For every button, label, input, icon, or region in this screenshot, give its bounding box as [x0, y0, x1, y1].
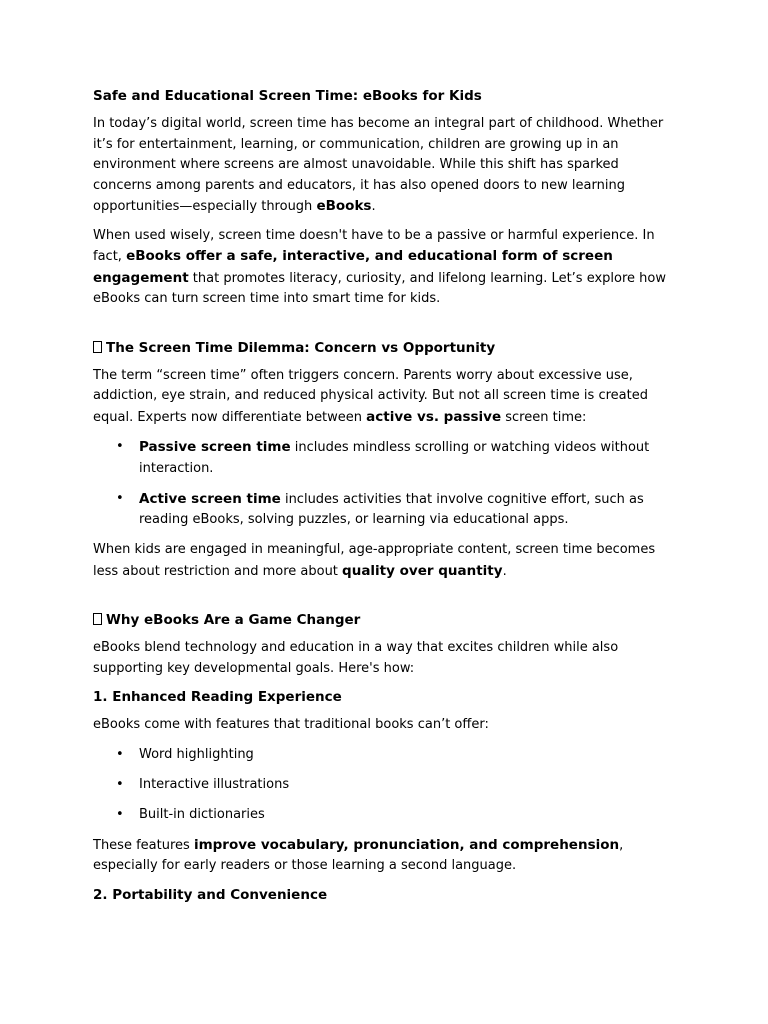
- section1-p2-text: When kids are engaged in meaningful, age-appropriate content, screen time becomes less about restriction and more about: [93, 542, 656, 579]
- ebook-features-list: [93, 745, 675, 826]
- subsection1-p-end: , especially for early readers or those learning a second language.: [93, 837, 624, 873]
- list-item-bold: Passive screen time: [139, 439, 291, 455]
- intro-p2-end: that promotes literacy, curiosity, and lifelong learning. Let’s explore how eBooks can turn screen time into smart time for kids.: [93, 270, 667, 306]
- section1-paragraph-2: [93, 540, 675, 582]
- intro-paragraph-2: [93, 226, 675, 310]
- list-item: [139, 437, 675, 479]
- intro-p1-bold: eBooks: [316, 198, 372, 214]
- missing-glyph-icon: [93, 613, 102, 625]
- list-item-text: includes activities that involve cognitive effort, such as reading eBooks, solving puzzles, or learning via educational apps.: [139, 491, 644, 527]
- document-title: Safe and Educational Screen Time: eBooks for Kids: [93, 88, 482, 104]
- subsection1-paragraph: [93, 835, 675, 877]
- section1-p2-end: .: [502, 563, 507, 579]
- intro-p2-text: When used wisely, screen time doesn't have to be a passive or harmful experience. In fact,: [93, 227, 655, 264]
- section1-heading-text: The Screen Time Dilemma: Concern vs Opportunity: [106, 339, 496, 356]
- intro-p1-text: In today’s digital world, screen time has become an integral part of childhood. Whether it’s for entertainment, learning, or communication, children are growing up in an environment where screens are almost unavoidable. While this shift has sparked concerns among parents and educators, it has also opened doors to new learning opportunities—especially through: [93, 116, 664, 214]
- subsection1-p-text: These features: [93, 837, 190, 853]
- section1-p2-bold: quality over quantity: [342, 562, 503, 579]
- list-item: • Built-in dictionaries: [139, 805, 675, 826]
- subsection1-heading: 1. Enhanced Reading Experience: [93, 689, 342, 705]
- screen-time-list: [93, 437, 675, 531]
- section1-heading: [93, 338, 675, 358]
- list-item: [139, 489, 675, 531]
- subsection1-intro: eBooks come with features that traditional books can’t offer:: [93, 717, 489, 732]
- list-item-bold: Active screen time: [139, 490, 281, 507]
- section1-p1-end: screen time:: [505, 409, 587, 425]
- section1-paragraph-1: [93, 366, 675, 429]
- section2-paragraph-1: eBooks blend technology and education in a way that excites children while also supporting key developmental goals. Here's how:: [93, 640, 619, 676]
- list-item: • Interactive illustrations: [139, 775, 675, 796]
- section1-p1-bold: active vs. passive: [366, 408, 502, 425]
- section1-p1-text: The term “screen time” often triggers concern. Parents worry about excessive use, addiction, eye strain, and reduced physical activity. But not all screen time is created equal. Experts now differentiate between: [93, 367, 648, 425]
- subsection1-p-bold: improve vocabulary, pronunciation, and comprehension: [193, 836, 620, 853]
- intro-p2-bold: eBooks offer a safe, interactive, and educational form of screen engagement: [93, 248, 613, 286]
- list-item-text: includes mindless scrolling or watching videos without interaction.: [139, 440, 650, 476]
- section2-heading-text: Why eBooks Are a Game Changer: [106, 612, 361, 628]
- intro-paragraph-1: [93, 114, 675, 218]
- missing-glyph-icon: [93, 341, 102, 353]
- subsection2-heading: 2. Portability and Convenience: [93, 886, 328, 903]
- section2-heading: [93, 610, 675, 630]
- intro-p1-end: .: [371, 199, 376, 214]
- list-item: • Word highlighting: [139, 745, 675, 766]
